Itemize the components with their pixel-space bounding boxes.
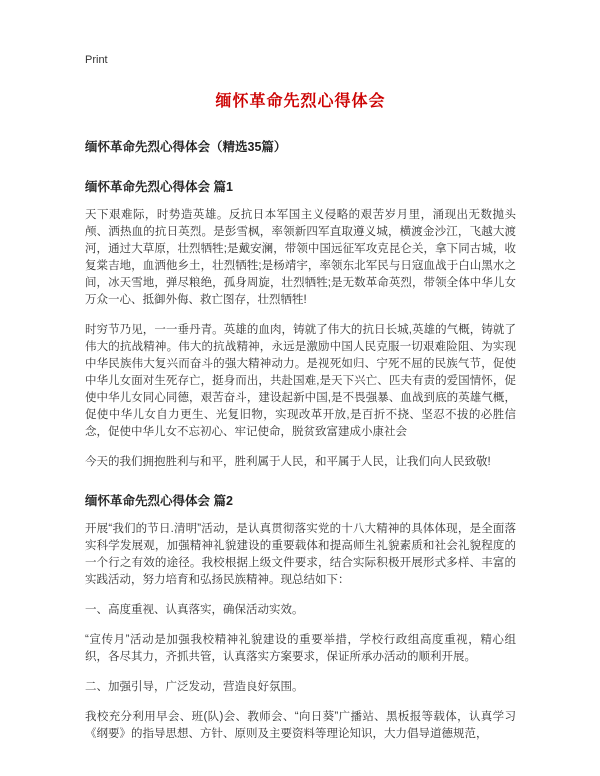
paragraph: 时穷节乃见，一一垂丹青。英雄的血肉，铸就了伟大的抗日长城,英雄的气概，铸就了伟大的抗战精神。伟大的抗战精神，永远是激励中国人民克服一切艰难险阻、为实现中华民族伟大复兴而奋斗的强大精神动力。是视死如归、宁死不屈的民族气节，促使中华儿女面对生死存亡，挺身而出，共赴国难,是天下兴亡、匹夫有责的爱国情怀，促使中华儿女同心同德，艰苦奋斗，建设起新中国,是不畏强暴、血战到底的英雄气概，促使中华儿女自力更生、光复旧物，实现改革开放,是百折不挠、坚忍不拔的必胜信念，促使中华儿女不忘初心、牢记使命，脱贫致富建成小康社会 [85, 324, 516, 438]
paragraph: 今天的我们拥抱胜利与和平，胜利属于人民，和平属于人民，让我们向人民致敬! [85, 456, 491, 468]
print-button[interactable]: Print [85, 54, 108, 66]
paragraph: “宣传月”活动是加强我校精神礼貌建设的重要举措，学校行政组高度重视，精心组织，各尽其力，齐抓共管，认真落实方案要求，保证所承办活动的顺利开展。 [85, 634, 516, 663]
paragraph: 二、加强引导，广泛发动，营造良好氛围。 [85, 681, 304, 693]
paragraph: 一、高度重视、认真落实，确保活动实效。 [85, 604, 304, 616]
section-heading: 缅怀革命先烈心得体会 篇1 [85, 180, 233, 194]
paragraph: 开展“我们的节日.清明”活动，是认真贯彻落实党的十八大精神的具体体现，是全面落实科学发展观，加强精神礼貌建设的重要载体和提高师生礼貌素质和社会礼貌程度的一个行之有效的途径。我校根据上级文件要求，结合实际积极开展形式多样、丰富的实践活动，努力培育和弘扬民族精神。现总结如下： [85, 523, 516, 586]
page-title: 缅怀革命先烈心得体会 [215, 93, 386, 110]
document-body [85, 177, 516, 743]
paragraph: 我校充分利用早会、班(队)会、教师会、“向日葵”广播站、黑板报等载体，认真学习《纲要》的指导思想、方针、原则及主要资料等理论知识，大力倡导道德规范， [85, 711, 516, 740]
paragraph: 天下艰难际，时势造英雄。反抗日本军国主义侵略的艰苦岁月里，涌现出无数抛头颅、洒热血的抗日英烈。是彭雪枫，率领新四军直取遵义城，横渡金沙江，飞越大渡河，通过大草原，壮烈牺牲;是戴安澜，带领中国远征军攻克昆仑关，拿下同古城，收复棠吉地，血洒他乡土，壮烈牺牲;是杨靖宇，率领东北军民与日寇血战于白山黑水之间，冰天雪地，弹尽粮绝，孤身周旋，壮烈牺牲;是无数革命英烈，带领全体中华儿女万众一心、抵御外侮、救亡图存，壮烈牺牲! [85, 209, 516, 306]
document-subtitle: 缅怀革命先烈心得体会（精选35篇） [85, 140, 287, 154]
section-heading: 缅怀革命先烈心得体会 篇2 [85, 494, 233, 508]
